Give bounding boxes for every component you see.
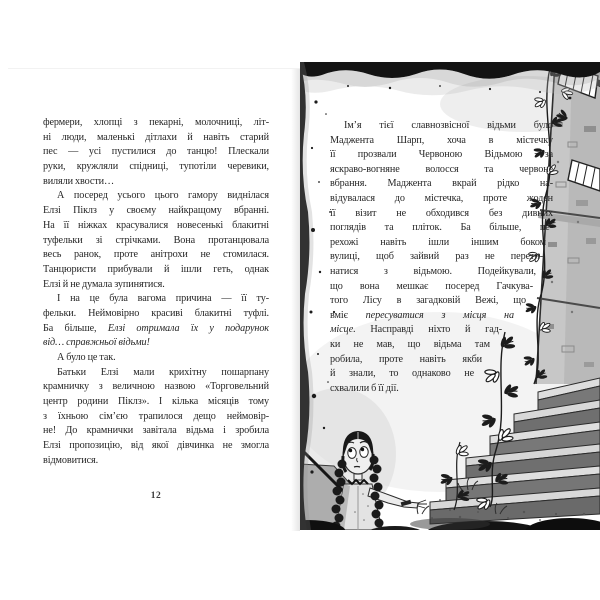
text-line: фельки. Неймовірно красиві блакитні туфлі. (43, 307, 269, 319)
text-line: з їхньою сім’єю трапилося дещо неймовір- (43, 410, 269, 422)
text-line: виляли хвости… (43, 175, 115, 187)
left-page (8, 68, 300, 531)
text-line: пес — усі пустилися до танцю! Плескали (43, 146, 269, 158)
text-line: вулиці, щоб зайвий раз не перети- (330, 251, 543, 263)
text-line: Ім’я тієї славнозвісної відьми було (344, 120, 553, 131)
text-line: А посеред усього цього гамору виднілася (57, 190, 269, 202)
text-line: Ба більше, Елзі отримала їх у подарунок (43, 322, 269, 334)
text-line: І на це була вагома причина — її ту- (57, 293, 269, 305)
text-line: робила, проте навіть якби (330, 353, 482, 365)
text-line: Елзі й не думала зупинятися. (43, 278, 165, 290)
text-line: поглядів та пліток. Ба більше, пе- (330, 222, 553, 234)
text-line: вбрання. Маджента вкрай рідко на- (330, 178, 553, 190)
text-line: туфельки зі стрічками. Вона протанцювала (43, 234, 269, 246)
text-line: руки, кружляли спідниці, тупотіли черевики, (43, 161, 269, 173)
text-line: На її ніжках красувалися новесенькі блакитні (43, 219, 269, 231)
text-line: схвалили б її дії. (330, 382, 399, 394)
right-page-text (330, 119, 556, 396)
text-line: відмовитися. (43, 454, 99, 466)
text-line: Батьки Елзі мали крихітну пошарпану (57, 366, 269, 378)
text-line: крамничку з величною назвою «Торговельний (43, 381, 269, 393)
text-line: її прозвали Червоною Відьмою за (330, 149, 553, 161)
text-line: її візит не обходився без дивних (330, 207, 553, 219)
left-page-text (43, 116, 269, 469)
right-page (300, 62, 600, 530)
text-line: Маджента Шарп, хоча в містечку (330, 134, 553, 146)
text-line: що вона мешкає посеред Гачкува- (330, 280, 533, 292)
text-line: відувалася до містечка, проте жоден (330, 192, 553, 204)
page-number: 12 (150, 491, 162, 501)
text-line: ні люди, маленькі дітлахи й навіть старий (43, 131, 269, 143)
text-line: вміє пересуватися з місця на (330, 309, 514, 321)
text-line: центр родини Піклз». І кілька місяців тому (43, 396, 269, 408)
text-line: весь ранок, проте анітрохи не стомилася. (43, 249, 269, 261)
text-line: натися з відьмою. Подейкували, (330, 265, 536, 277)
text-line: місце. Насправді ніхто й гад- (330, 324, 502, 336)
text-line: рехожі навіть ішли іншим боком (330, 236, 546, 248)
text-line: А було це так. (57, 352, 116, 363)
text-line: Елзі Піклз у своєму найкращому вбранні. (43, 205, 269, 217)
text-line: від… справжньої відьми! (43, 337, 150, 349)
text-line: Елзі пропозицію, від якої дівчинка не змогла (43, 440, 269, 452)
text-line: ки не мав, що відьма там (330, 338, 490, 350)
text-line: й знали, то однаково не (330, 368, 474, 380)
text-line: фермери, хлопці з пекарні, молочниці, літ- (43, 117, 269, 128)
text-line: не! До крамнички завітала відьма і зробила (43, 425, 269, 437)
text-line: Танцюристи прибували й ішли геть, однак (43, 263, 269, 275)
text-line: того Лісу в загадковій Вежі, що (330, 295, 526, 307)
text-line: яскраво-вогняне волосся та червоне (330, 163, 553, 175)
gutter-shadow (291, 69, 300, 531)
